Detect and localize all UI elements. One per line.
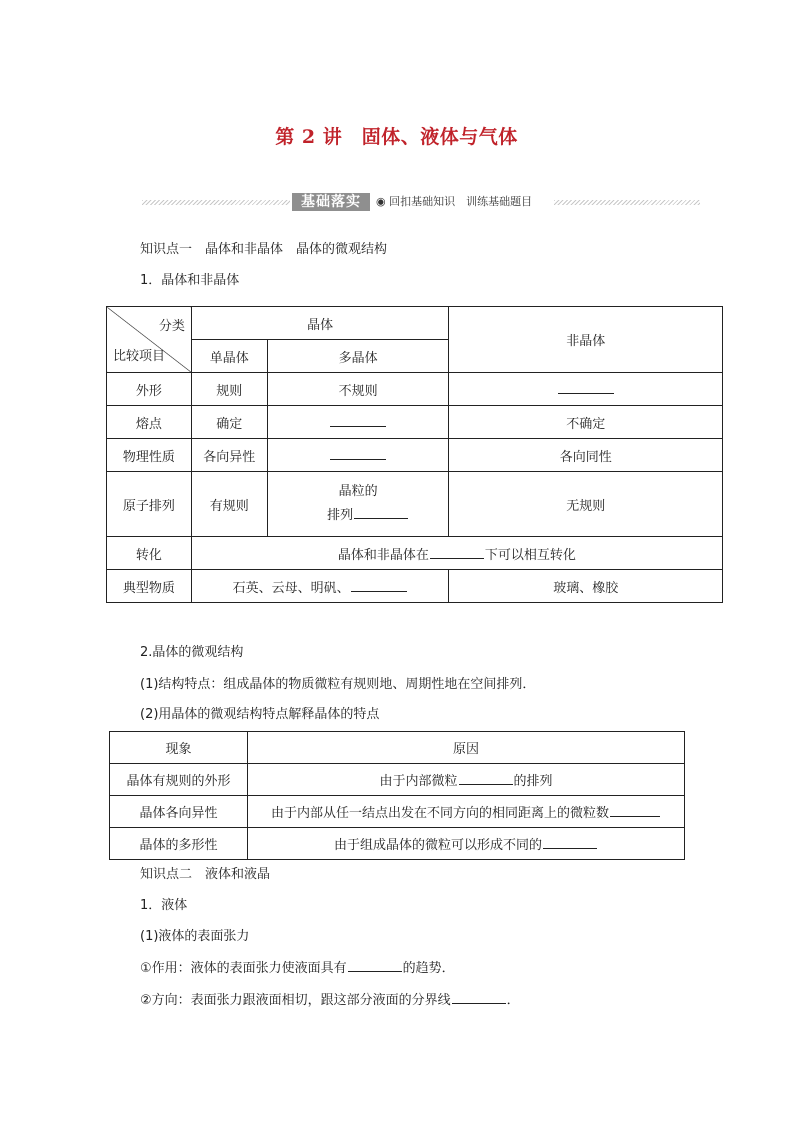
paragraph: (1)结构特点：组成晶体的物质微粒有规则地、周期性地在空间排列． [140, 677, 536, 692]
cell-text: 的排列 [513, 774, 553, 789]
section-heading: 1．液体 [140, 898, 188, 913]
section-1-heading: 1．晶体和非晶体 [140, 273, 240, 288]
knowledge-point-2-heading: 知识点二 液体和液晶 [140, 867, 271, 882]
header-crystal: 晶体 [191, 307, 449, 340]
table-cell: 各向异性 [191, 439, 267, 472]
table-cell: 晶体有规则的外形 [110, 764, 248, 796]
fill-blank [558, 381, 614, 394]
table-cell [248, 764, 685, 796]
table-row [110, 828, 685, 860]
paragraph: (2)用晶体的微观结构特点解释晶体的特点 [140, 707, 380, 722]
header-polycrystal: 多晶体 [267, 340, 449, 373]
table-row [107, 537, 723, 570]
fill-blank [348, 959, 402, 972]
blank-cell [267, 406, 449, 439]
fill-blank [459, 772, 513, 785]
table-cell: 各向同性 [449, 439, 723, 472]
row-label: 原子排列 [107, 472, 192, 537]
page-title: 第 2 讲 固体、液体与气体 [275, 126, 518, 148]
row-label: 典型物质 [107, 570, 192, 603]
fill-blank [452, 991, 506, 1004]
corner-bottom-label: 比较项目 [113, 349, 166, 364]
fill-blank [430, 546, 484, 559]
table-cell: 无规则 [449, 472, 723, 537]
cell-text: 排列 [327, 508, 354, 523]
banner-badge: 基础落实 [292, 193, 370, 211]
fill-blank [351, 579, 407, 592]
table-cell [248, 828, 685, 860]
header-amorphous: 非晶体 [449, 307, 723, 373]
cell-line: 晶粒的 [338, 484, 378, 499]
blank-cell [267, 439, 449, 472]
paragraph [140, 991, 520, 1010]
cell-text: 由于组成晶体的微粒可以形成不同的 [333, 838, 542, 853]
row-label: 熔点 [107, 406, 192, 439]
cell-text: 晶体和非晶体在 [337, 547, 429, 563]
paragraph-text: 的趋势． [402, 961, 455, 976]
paragraph [140, 959, 455, 978]
table-cell: 玻璃、橡胶 [449, 570, 723, 603]
blank-cell [449, 373, 723, 406]
table-cell [191, 570, 449, 603]
knowledge-point-1-heading: 知识点一 晶体和非晶体 晶体的微观结构 [140, 242, 388, 257]
table-row [110, 796, 685, 828]
table-row [107, 472, 723, 537]
table-cell [191, 537, 722, 570]
header-single-crystal: 单晶体 [191, 340, 267, 373]
fill-blank [330, 447, 386, 460]
table-cell: 确定 [191, 406, 267, 439]
table-cell [248, 796, 685, 828]
row-label: 物理性质 [107, 439, 192, 472]
table-cell: 规则 [191, 373, 267, 406]
banner-subtitle: ◉ 回扣基础知识 训练基础题目 [376, 195, 533, 208]
phenomenon-reason-table [109, 731, 685, 860]
fill-blank [354, 506, 408, 519]
paragraph-text: ①作用：液体的表面张力使液面具有 [140, 961, 347, 976]
table-cell: 晶体的多形性 [110, 828, 248, 860]
crystal-comparison-table [106, 306, 723, 603]
section-banner [142, 192, 700, 212]
header-reason: 原因 [248, 732, 685, 764]
paragraph: (1)液体的表面张力 [140, 929, 250, 944]
table-row [107, 439, 723, 472]
table-cell: 不确定 [449, 406, 723, 439]
table-row [107, 406, 723, 439]
table-row [107, 373, 723, 406]
fill-blank [543, 836, 597, 849]
cell-text: 由于内部从任一结点出发在不同方向的相同距离上的微粒数 [270, 806, 609, 821]
table-cell: 有规则 [191, 472, 267, 537]
fill-blank [330, 414, 386, 427]
paragraph-text: ． [506, 993, 520, 1008]
cell-text: 由于内部微粒 [379, 774, 458, 789]
corner-top-label: 分类 [158, 319, 185, 334]
table-corner-cell [107, 307, 192, 373]
banner-hatch-right [554, 200, 700, 205]
header-phenomenon: 现象 [110, 732, 248, 764]
table-cell: 不规则 [267, 373, 449, 406]
cell-text: 下可以相互转化 [484, 547, 576, 563]
table-row [110, 764, 685, 796]
banner-hatch-left [142, 200, 290, 205]
cell-line [268, 504, 449, 528]
section-2-heading: 2.晶体的微观结构 [140, 645, 244, 660]
table-cell: 晶体各向异性 [110, 796, 248, 828]
paragraph-text: ②方向：表面张力跟液面相切，跟这部分液面的分界线 [140, 993, 451, 1008]
fill-blank [610, 804, 660, 817]
table-row [107, 570, 723, 603]
row-label: 转化 [107, 537, 192, 570]
cell-text: 石英、云母、明矾、 [232, 580, 350, 596]
row-label: 外形 [107, 373, 192, 406]
table-cell [267, 472, 449, 537]
